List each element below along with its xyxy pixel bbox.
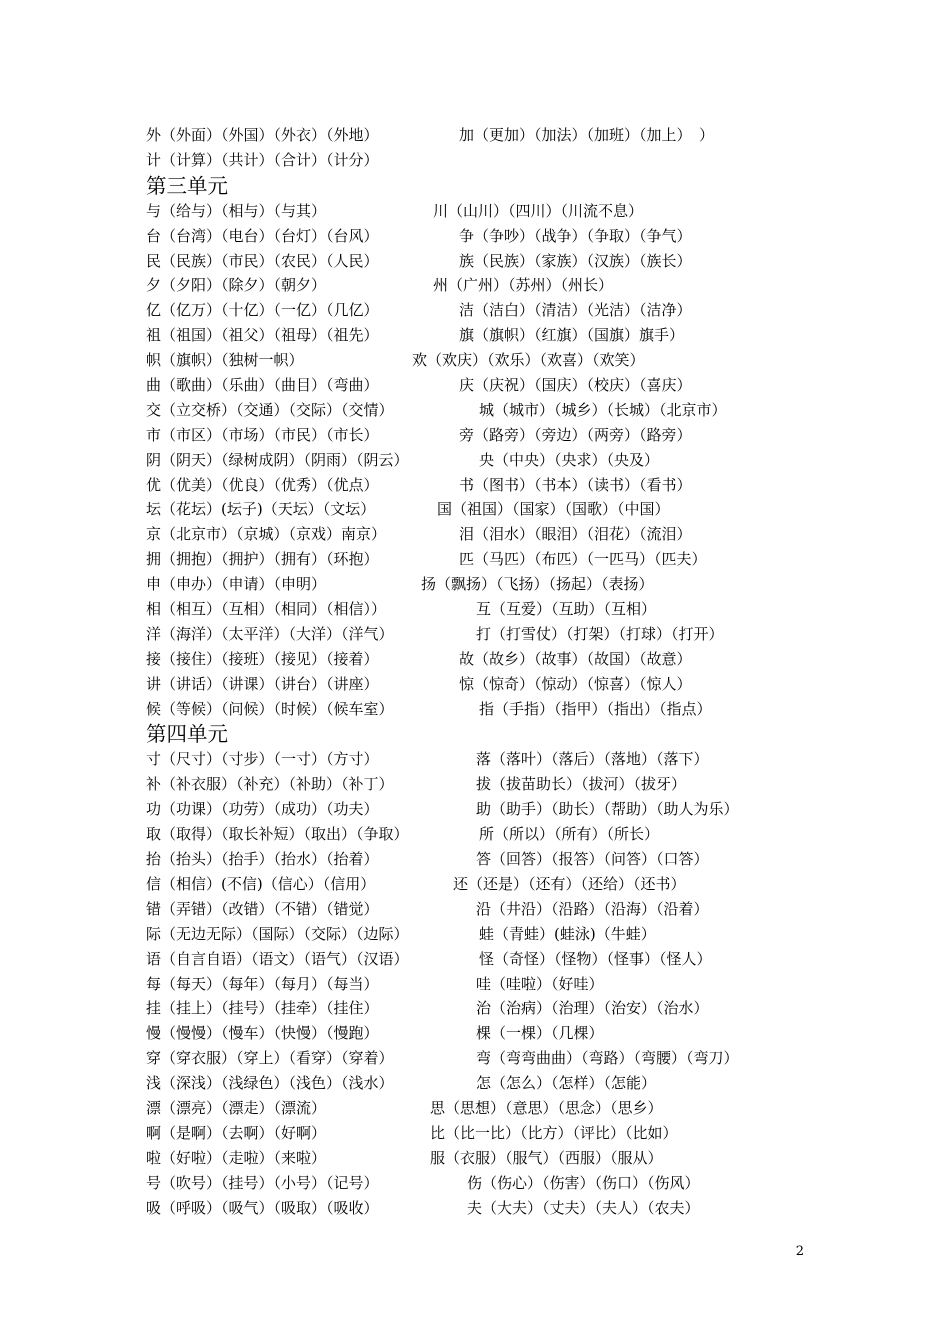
vocab-row <box>146 224 846 249</box>
vocab-entry-right: 指（手指）（指甲）（指出）（指点） <box>479 699 712 718</box>
vocab-entry-right: 哇（哇啦）（好哇） <box>476 974 604 993</box>
vocab-entry-right: 央（中央）（央求）（央及） <box>479 450 660 469</box>
vocab-row <box>146 647 846 672</box>
vocab-entry-right: 旗（旗帜）（红旗）（国旗）旗手） <box>459 326 685 345</box>
vocab-entry-right: 加（更加）（加法）（加班）（加上） ） <box>459 126 715 144</box>
vocab-entry-left: 补（补衣服）（补充）（补助）（补丁） <box>146 775 394 794</box>
vocab-row <box>146 947 846 972</box>
vocab-entry-left: 语（自言自语）（语文）（语气）（汉语） <box>146 949 409 968</box>
vocab-entry-left: 际（无边无际）（国际）（交际）（边际） <box>146 924 409 943</box>
vocab-entry-right: 怪（奇怪）（怪物）（怪事）（怪人） <box>479 949 712 968</box>
vocab-entry-left: 寸（尺寸）（寸步）（一寸）（方寸） <box>146 750 379 769</box>
vocab-entry-left: 洋（海洋）（太平洋）（大洋）（洋气） <box>146 624 394 643</box>
vocab-entry-left: 与（给与）（相与）（与其） <box>146 201 327 220</box>
vocab-row <box>146 148 846 173</box>
vocab-row <box>146 547 846 572</box>
vocab-row <box>146 123 846 148</box>
vocab-row <box>146 1096 846 1121</box>
vocab-entry-left: 亿（亿万）（十亿）（一亿）（几亿） <box>146 301 379 320</box>
vocab-row <box>146 672 846 697</box>
vocab-entry-left: 错（弄错）（改错）（不错）（错觉） <box>146 899 379 918</box>
page-number: 2 <box>795 1244 804 1259</box>
vocab-row <box>146 872 846 897</box>
vocab-entry-left: 每（每天）（每年）（每月）（每当） <box>146 974 379 993</box>
vocab-entry-right: 互（互爱）（互助）（互相） <box>476 600 657 619</box>
vocab-entry-left: 候（等候）（问候）（时候）（候车室） <box>146 699 394 718</box>
vocab-row <box>146 323 846 348</box>
vocab-entry-left: 民（民族）（市民）（农民）（人民） <box>146 251 379 270</box>
vocab-entry-left: 漂（漂亮）（漂走）（漂流） <box>146 1098 327 1117</box>
vocab-row <box>146 199 846 224</box>
vocab-row <box>146 822 846 847</box>
vocab-row <box>146 423 846 448</box>
vocab-entry-right: 棵（一棵）（几棵） <box>476 1024 604 1043</box>
vocab-entry-left: 优（优美）（优良）（优秀）（优点） <box>146 475 379 494</box>
vocab-row <box>146 697 846 722</box>
unit-heading: 第三单元 <box>146 173 228 198</box>
vocab-row <box>146 622 846 647</box>
vocab-entry-right: 洁（洁白）（清洁）（光洁）（洁净） <box>459 301 692 320</box>
vocabulary-list <box>146 123 846 1220</box>
vocab-entry-right: 答（回答）（报答）（问答）（口答） <box>476 850 709 869</box>
vocab-row <box>146 797 846 822</box>
vocab-entry-left: 信（相信）(不信)（信心）（信用） <box>146 874 376 893</box>
vocab-entry-left: 浅（深浅）（浅绿色）（浅色）（浅水） <box>146 1074 394 1093</box>
vocab-entry-right: 夫（大夫）（丈夫）（夫人）（农夫） <box>467 1198 700 1217</box>
vocab-row <box>146 972 846 997</box>
vocab-entry-right: 城（城市）（城乡）（长城）（北京市） <box>479 400 727 419</box>
vocab-row <box>146 922 846 947</box>
vocab-entry-right: 庆（庆祝）（国庆）（校庆）（喜庆） <box>459 376 692 395</box>
vocab-entry-right: 匹（马匹）（布匹）（一匹马）（匹夫） <box>459 550 707 569</box>
vocab-row <box>146 1196 846 1221</box>
vocab-row <box>146 473 846 498</box>
vocab-row <box>146 1046 846 1071</box>
vocab-entry-right: 沿（井沿）（沿路）（沿海）（沿着） <box>476 899 709 918</box>
vocab-entry-left: 慢（慢慢）（慢车）（快慢）（慢跑） <box>146 1024 379 1043</box>
vocab-entry-right: 争（争吵）（战争）（争取）（争气） <box>459 226 692 245</box>
vocab-entry-left: 拥（拥抱）（拥护）（拥有）（环抱） <box>146 550 379 569</box>
vocab-row <box>146 497 846 522</box>
vocab-row <box>146 522 846 547</box>
vocab-entry-right: 打（打雪仗）（打架）（打球）（打开） <box>476 624 724 643</box>
vocab-entry-right: 怎（怎么）（怎样）（怎能） <box>476 1074 657 1093</box>
vocab-entry-right: 还（还是）（还有）（还给）（还书） <box>453 874 686 893</box>
vocab-entry-left: 市（市区）（市场）（市民）（市长） <box>146 425 379 444</box>
vocab-row <box>146 348 846 373</box>
vocab-entry-left: 穿（穿衣服）（穿上）（看穿）（穿着） <box>146 1049 394 1068</box>
vocab-entry-left: 计（计算）（共计）（合计）（计分） <box>146 150 379 169</box>
vocab-entry-left: 交（立交桥）（交通）（交际）（交情） <box>146 400 394 419</box>
vocab-entry-right: 旁（路旁）（旁边）（两旁）（路旁） <box>459 425 692 444</box>
vocab-entry-right: 族（民族）（家族）（汉族）（族长） <box>459 251 692 270</box>
vocab-row <box>146 448 846 473</box>
vocab-entry-right: 思（思想）（意思）（思念）（思乡） <box>430 1098 663 1117</box>
vocab-row <box>146 747 846 772</box>
vocab-entry-right: 助（助手）（助长）（帮助）（助人为乐） <box>476 800 739 819</box>
vocab-entry-left: 取（取得）（取长补短）（取出）（争取） <box>146 825 409 844</box>
vocab-entry-left: 京（北京市）（京城）（京戏）南京） <box>146 525 387 544</box>
vocab-entry-right: 比（比一比）（比方）（评比）（比如） <box>430 1123 678 1142</box>
vocab-row <box>146 772 846 797</box>
vocab-entry-right: 书（图书）（书本）（读书）（看书） <box>459 475 692 494</box>
vocab-entry-right: 落（落叶）（落后）（落地）（落下） <box>476 750 709 769</box>
vocab-entry-left: 啦（好啦）（走啦）（来啦） <box>146 1148 327 1167</box>
vocab-entry-left: 相（相互）（互相）（相同）（相信）） <box>146 600 387 619</box>
vocab-entry-right: 扬（飘扬）（飞扬）（扬起）（表扬） <box>421 575 654 594</box>
vocab-entry-left: 啊（是啊）（去啊）（好啊） <box>146 1123 327 1142</box>
vocab-entry-left: 外（外面）（外国）（外衣）（外地） <box>146 126 379 144</box>
vocab-entry-right: 治（治病）（治理）（治安）（治水） <box>476 999 709 1018</box>
vocab-row <box>146 298 846 323</box>
vocab-entry-right: 故（故乡）（故事）（故国）（故意） <box>459 649 692 668</box>
vocab-entry-right: 川（山川）（四川）（川流不息） <box>433 201 644 220</box>
vocab-entry-left: 讲（讲话）（讲课）（讲台）（讲座） <box>146 674 379 693</box>
vocab-row <box>146 1021 846 1046</box>
vocab-entry-left: 挂（挂上）（挂号）（挂牵）（挂住） <box>146 999 379 1018</box>
vocab-entry-left: 吸（呼吸）（吸气）（吸取）（吸收） <box>146 1198 379 1217</box>
vocab-row <box>146 373 846 398</box>
vocab-entry-right: 弯（弯弯曲曲）（弯路）（弯腰）（弯刀） <box>476 1049 739 1068</box>
vocab-entry-right: 伤（伤心）（伤害）（伤口）（伤风） <box>467 1173 700 1192</box>
vocab-entry-left: 申（申办）（申请）（申明） <box>146 575 327 594</box>
vocab-row <box>146 1146 846 1171</box>
vocab-row <box>146 249 846 274</box>
vocab-entry-right: 服（衣服）（服气）（西服）（服从） <box>430 1148 663 1167</box>
vocab-entry-left: 台（台湾）（电台）（台灯）（台风） <box>146 226 379 245</box>
vocab-entry-right: 拔（拔苗助长）（拔河）（拔牙） <box>476 775 687 794</box>
vocab-entry-left: 阴（阴天）（绿树成阴）（阴雨）（阴云） <box>146 450 409 469</box>
vocab-entry-right: 泪（泪水）（眼泪）（泪花）（流泪） <box>459 525 692 544</box>
vocab-row <box>146 1121 846 1146</box>
vocab-entry-left: 号（吹号）（挂号）（小号）（记号） <box>146 1173 379 1192</box>
unit-heading: 第四单元 <box>146 722 228 747</box>
vocab-entry-left: 帜（旗帜）（独树一帜） <box>146 351 304 370</box>
vocab-entry-right: 国（祖国）（国家）（国歌）（中国） <box>437 500 670 519</box>
vocab-entry-left: 功（功课）（功劳）（成功）（功夫） <box>146 800 379 819</box>
vocab-row <box>146 273 846 298</box>
vocab-row <box>146 572 846 597</box>
vocab-entry-left: 曲（歌曲）（乐曲）（曲目）（弯曲） <box>146 376 379 395</box>
vocab-entry-left: 坛（花坛）(坛子)（天坛）（文坛） <box>146 500 376 519</box>
vocab-row <box>146 996 846 1021</box>
vocab-row <box>146 398 846 423</box>
vocab-entry-left: 祖（祖国）（祖父）（祖母）（祖先） <box>146 326 379 345</box>
vocab-entry-right: 惊（惊奇）（惊动）（惊喜）（惊人） <box>459 674 692 693</box>
vocab-entry-right: 欢（欢庆）（欢乐）（欢喜）（欢笑） <box>412 351 645 370</box>
vocab-row <box>146 847 846 872</box>
vocab-entry-left: 接（接住）（接班）（接见）（接着） <box>146 649 379 668</box>
vocab-row <box>146 1071 846 1096</box>
vocab-entry-left: 夕（夕阳）（除夕）（朝夕） <box>146 276 327 295</box>
vocab-entry-right: 蛙（青蛙）(蛙泳)（牛蛙） <box>479 924 656 943</box>
vocab-row <box>146 1171 846 1196</box>
vocab-entry-right: 所（所以）（所有）（所长） <box>479 825 660 844</box>
vocab-row <box>146 597 846 622</box>
vocab-entry-left: 抬（抬头）（抬手）（抬水）（抬着） <box>146 850 379 869</box>
vocab-row <box>146 897 846 922</box>
vocab-entry-right: 州（广州）（苏州）（州长） <box>433 276 614 295</box>
